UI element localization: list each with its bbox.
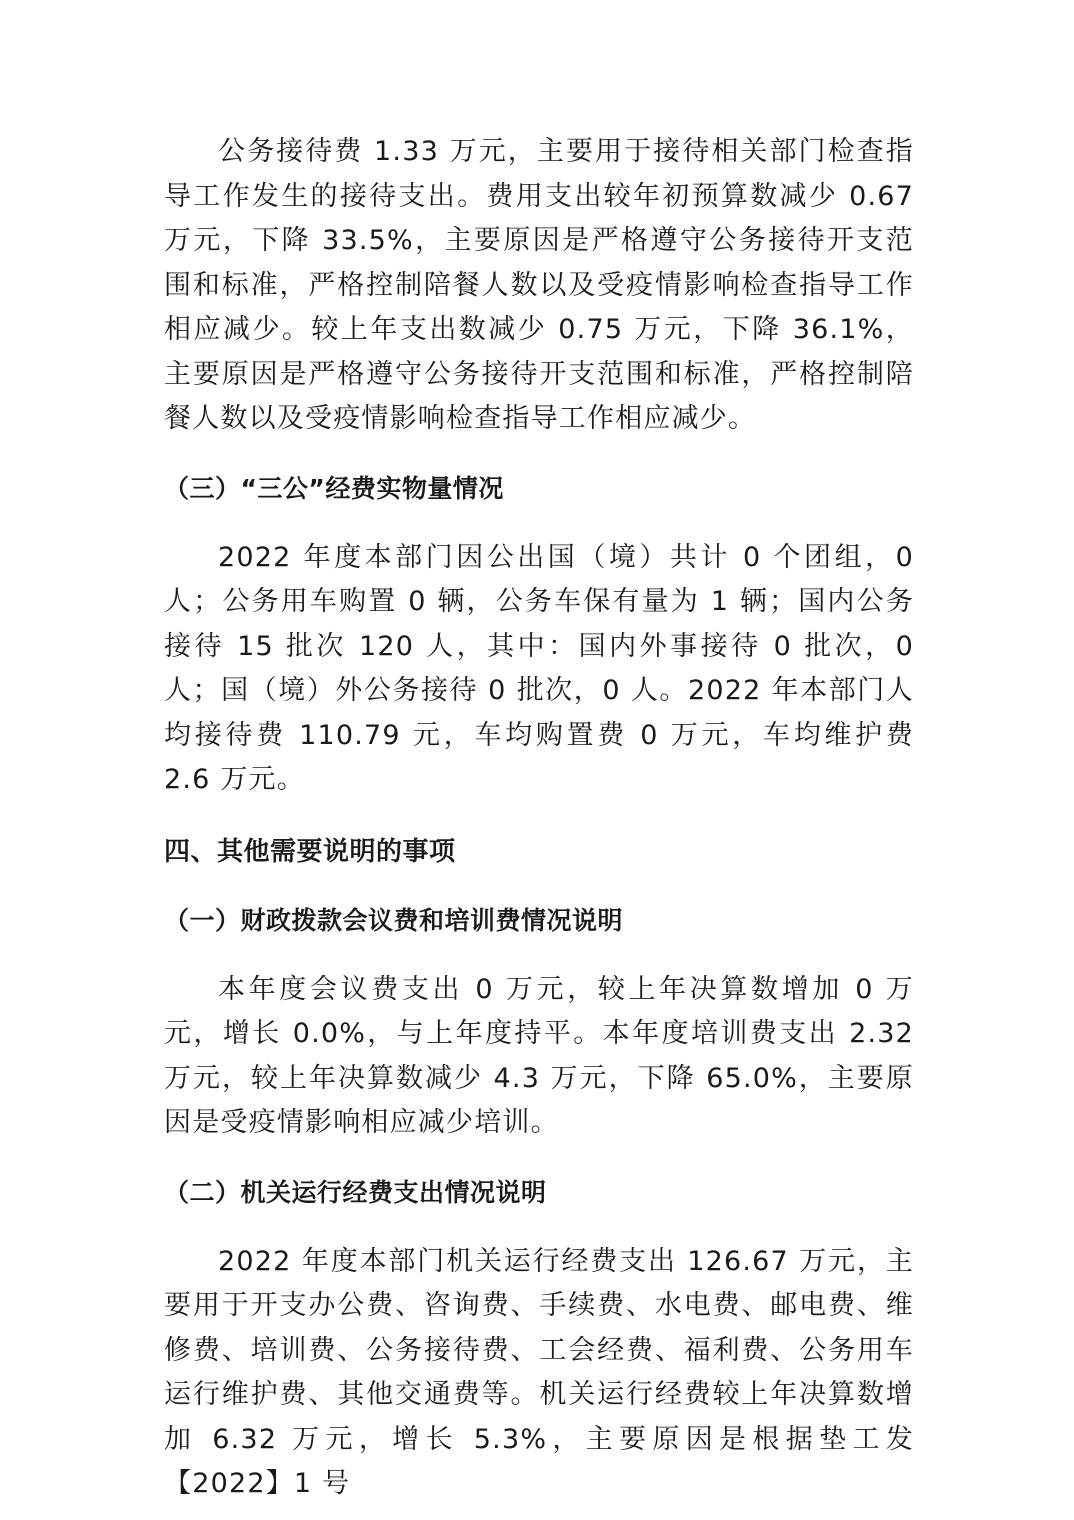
paragraph-hospitality-expense: 公务接待费 1.33 万元，主要用于接待相关部门检查指导工作发生的接待支出。费用支出较年初预算数减少 0.67 万元，下降 33.5%，主要原因是严格遵守公务接待开支范围和标准，严格控制陪餐人数以及受疫情影响检查指导工作相应减少。较上年支出数减少 0.75 万元，下降 36.1%，主要原因是严格遵守公务接待开支范围和标准，严格控制陪餐人数以及受疫情影响检查指导工作相应减少。 <box>164 136 914 434</box>
heading-operating-expense: （二）机关运行经费支出情况说明 <box>164 1177 547 1207</box>
paragraph-three-public-quantity: 2022 年度本部门因公出国（境）共计 0 个团组，0 人；公务用车购置 0 辆，公务车保有量为 1 辆；国内公务接待 15 批次 120 人，其中：国内外事接待 0 批次，0 人；国（境）外公务接待 0 批次，0 人。2022 年本部门人均接待费 110.79 元，车均购置费 0 万元，车均维护费 2.6 万元。 <box>164 541 914 795</box>
heading-meeting-training: （一）财政拨款会议费和培训费情况说明 <box>164 905 624 935</box>
paragraph-meeting-training: 本年度会议费支出 0 万元，较上年决算数增加 0 万元，增长 0.0%，与上年度持平。本年度培训费支出 2.32 万元，较上年决算数减少 4.3 万元，下降 65.0%，主要原因是受疫情影响相应减少培训。 <box>164 973 914 1138</box>
heading-three-public-quantity: （三）“三公”经费实物量情况 <box>164 473 504 503</box>
paragraph-operating-expense: 2022 年度本部门机关运行经费支出 126.67 万元，主要用于开支办公费、咨询费、手续费、水电费、邮电费、维修费、培训费、公务接待费、工会经费、福利费、公务用车运行维护费、其他交通费等。机关运行经费较上年决算数增加 6.32 万元，增长 5.3%，主要原因是根据垫工发【2022】1 号 <box>164 1245 914 1499</box>
heading-section-four: 四、其他需要说明的事项 <box>164 836 456 867</box>
document-body <box>164 130 914 1507</box>
